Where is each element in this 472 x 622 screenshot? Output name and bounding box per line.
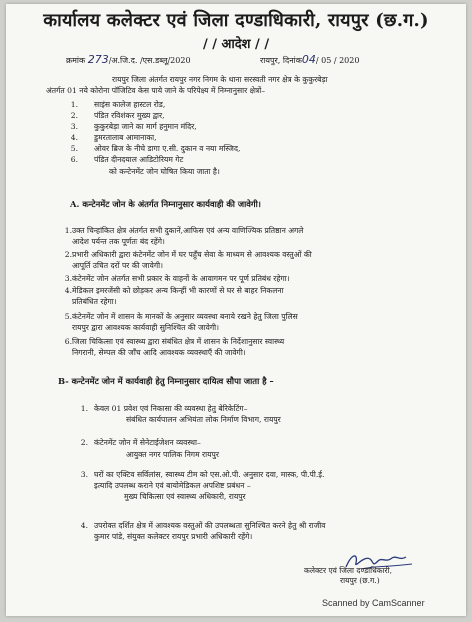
section-a-item-line: कंटेनमेंट जोन अंतर्गत सभी प्रकार के वाहनों के आवागमन पर पूर्ण प्रतिबंध रहेगा। (72, 274, 290, 283)
area-number: 5. (70, 144, 78, 153)
order-date: रायपुर, दिनांक04/ 05 / 2020 (260, 53, 360, 66)
containment-note: को कन्टेनमेंट जोन घोषित किया जाता है। (109, 167, 220, 176)
signatory-designation: कलेक्टर एवं जिला दण्डाधिकारी, (304, 566, 393, 575)
section-b-item-task-cont: इत्यादि उपलब्ध कराने एवं बायोमेडिकल अपशिष्ट प्रबंधन – (94, 481, 251, 490)
section-a-item-line: प्रभारी अधिकारी द्वारा कंटेनमेंट जोन में घर पहुँच सेवा के माध्यम से आवश्यक वस्तुओं की (72, 250, 312, 259)
section-a-heading: A. कन्टेनमेंट जोन के अंतर्गत निम्नानुसार कार्यवाही की जावेगी। (70, 199, 261, 209)
signatory-block (304, 566, 392, 586)
intro-line-2: अंतर्गत 01 नये कोरोना पॉजिटिव केस पाये जाने के परिपेक्ष्य में निम्नानुसार क्षेत्रों– (46, 86, 265, 95)
section-a-item-number: 1. (64, 226, 72, 235)
section-b-item-assignee: आयुक्त नगर पालिक निगम रायपुर (126, 450, 219, 459)
office-title: कार्यालय कलेक्टर एवं जिला दण्डाधिकारी, रायपुर (छ.ग.) (43, 10, 429, 31)
intro-line-1: रायपुर जिला अंतर्गत रायपुर नगर निगम के थाना सरस्वती नगर क्षेत्र के कुकुरबेड़ा (112, 75, 328, 84)
section-a-item-line: प्रतिबंधित रहेगा। (72, 297, 117, 306)
section-a-item-line: मेडिकल इमरजेंसी को छोड़कर अन्य किन्हीं भी कारणों से घर से बाहर निकलना (72, 286, 284, 295)
area-number: 6. (70, 155, 78, 164)
handwritten-date: 04 (301, 53, 316, 66)
area-number: 1. (70, 100, 78, 109)
section-b-item-task: घरों का एक्टिव सर्विलांस, स्वास्थ्य टीम को एस.ओ.पी. अनुसार दवा, मास्क, पी.पी.ई. (94, 470, 325, 479)
area-number: 4. (70, 133, 78, 142)
document-page (6, 4, 466, 616)
section-a-item-number: 2. (64, 250, 72, 259)
reference-number: क्रमांक 273/अ.जि.द. /एस.डब्लू/2020 (66, 53, 191, 66)
scanner-watermark: Scanned by CamScanner (322, 598, 425, 608)
area-item: कुकुरबेड़ा जाने का मार्ग हनुमान मंदिर, (94, 122, 197, 131)
section-a-item-number: 3. (64, 274, 72, 283)
section-a-item-line: उक्त चिन्हांकित क्षेत्र अंतर्गत सभी दुकानें,आफिस एवं अन्य वाणिज्यिक प्रतिष्ठान अगले (72, 226, 304, 235)
section-b-item-number: 4. (80, 521, 88, 530)
area-number: 3. (70, 122, 78, 131)
section-a-item-number: 6. (64, 337, 72, 346)
section-b-heading: B- कन्टेनमेंट जोन में कार्यवाही हेतु निम्नानुसार दायित्व सौपा जाता है – (58, 376, 274, 386)
section-b-item-number: 1. (80, 404, 88, 413)
section-a-item-line: रायपुर द्वारा आवश्यक कार्यवाही सुनिश्चित की जावेगी। (72, 323, 220, 332)
section-a-item-line: कंटेनमेंट जोन में शासन के मानकों के अनुसार व्यवस्था बनाये रखने हेतु जिला पुलिस (72, 312, 298, 321)
handwritten-ref-number: 273 (87, 53, 109, 66)
section-b-item-assignee: संबंधित कार्यपालन अभियंता लोक निर्माण विभाग, रायपुर (126, 415, 281, 424)
area-item: पंडित रविशंकर मुख्य द्वार, (94, 111, 165, 120)
area-number: 2. (70, 111, 78, 120)
section-b-item-assignee: मुख्य चिकित्सा एवं स्वास्थ्य अधिकारी, रायपुर (124, 492, 246, 501)
section-a-item-line: आपूर्ति उचित दरों पर की जावेगी। (72, 261, 163, 270)
section-a-item-line: निगरानी, सेम्पल की जाँच आदि आवश्यक व्यवस्थाएँ की जावेगी। (72, 348, 246, 357)
section-b-item-number: 2. (80, 438, 88, 447)
section-b-item-task: केवल 01 प्रवेश एवं निकासा की व्यवस्था हेतु बेरिकेटिंग– (94, 404, 248, 413)
section-a-item-line: जिला चिकित्सा एवं स्वास्थ्य द्वारा संबंधित क्षेत्र में शासन के निर्देशानुसार स्वास्थ्य (72, 337, 285, 346)
section-a-item-line: आदेश पर्यन्त तक पूर्णतः बंद रहेंगे। (72, 237, 165, 246)
area-item: साइंस कालेज हास्टल रोड, (94, 100, 166, 109)
area-item: ओवर ब्रिज के नीचे डागा ए.सी. दुकान व नया मस्जिद, (94, 144, 241, 153)
section-a-item-number: 4. (64, 286, 72, 295)
area-item: पंडित दीनदयाल आडिटोरियम गेट (94, 155, 184, 164)
signatory-place: रायपुर (छ.ग.) (340, 576, 380, 585)
section-b-item-number: 3. (80, 470, 88, 479)
section-b-item-task: कंटेनमेंट जोन में सेनेटाईजेशन व्यवस्था– (94, 438, 201, 447)
section-b-item-task-cont: कुमार पांडे, संयुक्त कलेक्टर रायपुर प्रभारी अधिकारी रहेंगे। (94, 532, 253, 541)
section-a-item-number: 5. (64, 312, 72, 321)
order-heading: / / आदेश / / (202, 37, 270, 52)
area-item: डुमरतालाब आमानाका, (94, 133, 157, 142)
section-b-item-task: उपरोक्त दर्शित क्षेत्र में आवश्यक वस्तुओं की उपलब्धता सुनिश्चित करने हेतु श्री राजीव (94, 521, 326, 530)
